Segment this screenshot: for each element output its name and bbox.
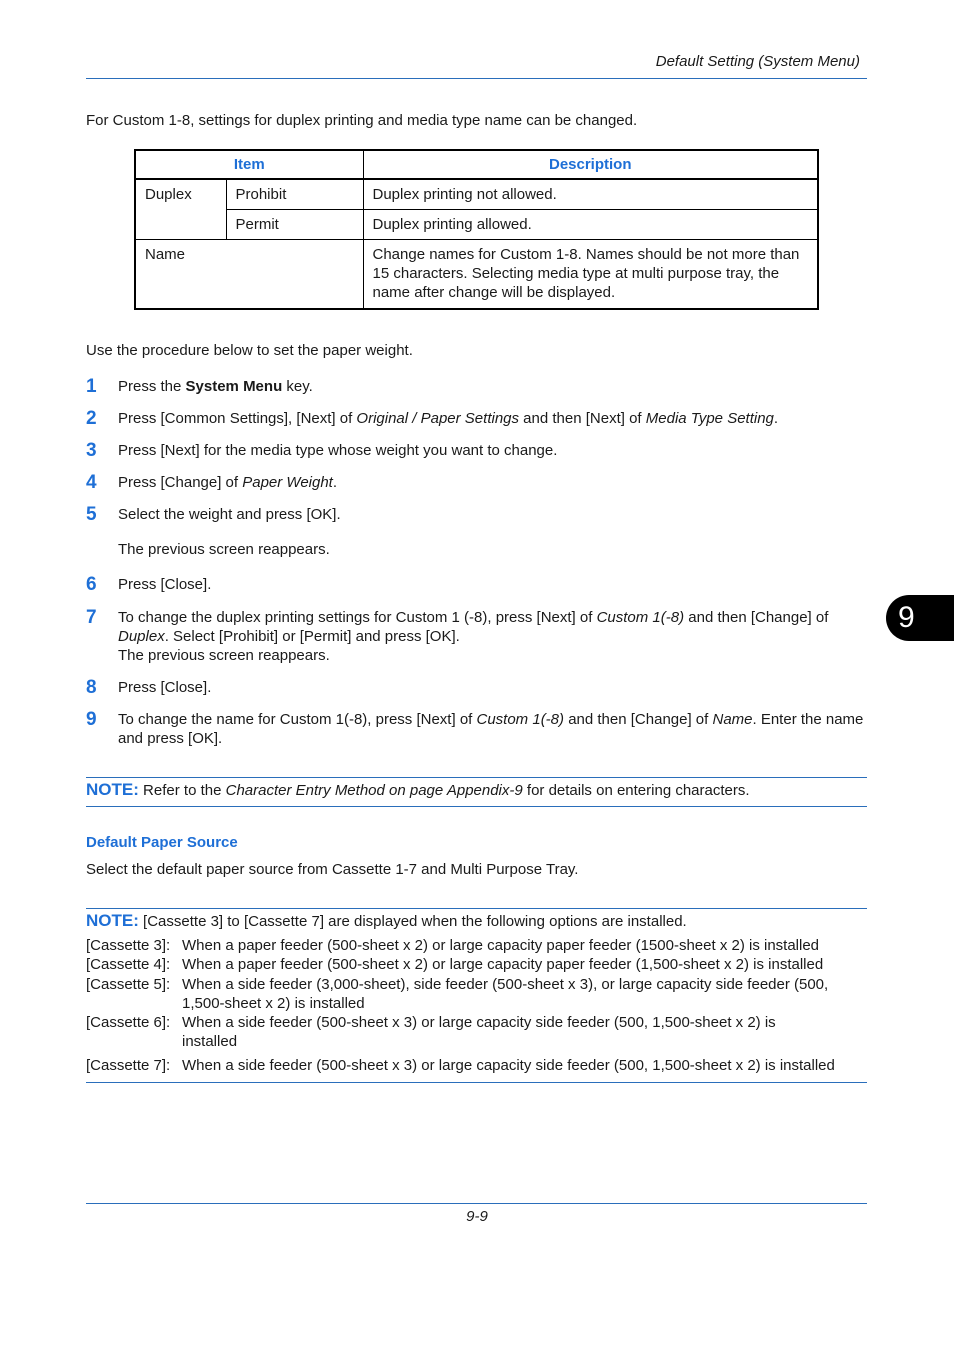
cassette-label: [Cassette 3]: [86,937,171,954]
step-number: 4 [86,472,97,493]
step-4-text: Press [Change] of Paper Weight. [118,474,338,491]
section-heading: Default Paper Source [86,834,238,851]
step-1-text: Press the System Menu key. [118,378,313,395]
step-number: 5 [86,504,97,525]
table-header-description: Description [363,150,818,179]
cassette-condition: When a side feeder (3,000-sheet), side feeder (500-sheet x 3), or large capacity side feeder (500, 1,500-sheet x 2) is installed [182,976,829,1012]
intro-paragraph: For Custom 1-8, settings for duplex printing and media type name can be changed. [86,112,638,129]
cassette-label: [Cassette 6]: [86,1014,171,1031]
step-number: 8 [86,677,97,698]
step-5-result: The previous screen reappears. [118,541,330,558]
note-cassette-options: NOTE: [Cassette 3] to [Cassette 7] are displayed when the following options are installed. [86,911,687,930]
header-rule [86,78,867,79]
name-cell: Name [135,240,363,310]
step-number: 2 [86,408,97,429]
table-header-item: Item [135,150,363,179]
permit-description: Duplex printing allowed. [363,210,818,240]
step-number: 6 [86,574,97,595]
note-character-entry: NOTE: Refer to the Character Entry Method on page Appendix-9 for details on entering characters. [86,780,750,799]
step-number: 7 [86,607,97,628]
permit-cell: Permit [226,210,363,240]
cassette-label: [Cassette 7]: [86,1057,171,1074]
prohibit-description: Duplex printing not allowed. [363,179,818,210]
cassette-label: [Cassette 5]: [86,976,171,993]
step-9-text: To change the name for Custom 1(-8), press [Next] of Custom 1(-8) and then [Change] of Name. Enter the name and press [OK]. [118,711,864,747]
step-2-text: Press [Common Settings], [Next] of Original / Paper Settings and then [Next] of Media Type Setting. [118,410,779,427]
prohibit-cell: Prohibit [226,179,363,210]
duplex-cell: Duplex [135,179,226,240]
cassette-condition: When a side feeder (500-sheet x 3) or large capacity side feeder (500, 1,500-sheet x 2) is installed [182,1057,835,1074]
step-5-text: Select the weight and press [OK]. [118,506,341,523]
table-row [135,240,818,310]
step-8-text: Press [Close]. [118,679,212,696]
custom-settings-table [134,149,819,310]
cassette-condition: When a paper feeder (500-sheet x 2) or large capacity paper feeder (1500-sheet x 2) is installed [182,937,820,954]
step-7-result: The previous screen reappears. [118,647,330,664]
table-row [135,179,818,210]
footer-rule [86,1203,867,1204]
note-rule-bottom [86,806,867,807]
name-description: Change names for Custom 1-8. Names should be not more than 15 characters. Selecting media type at multi purpose tray, the name after change will be displayed. [363,240,818,310]
step-number: 9 [86,709,97,730]
note-rule-bottom [86,1082,867,1083]
step-6-text: Press [Close]. [118,576,212,593]
step-number: 3 [86,440,97,461]
table-header-row [135,150,818,179]
page-number: 9-9 [466,1208,488,1225]
procedure-intro: Use the procedure below to set the paper weight. [86,342,413,359]
section-text: Select the default paper source from Cassette 1-7 and Multi Purpose Tray. [86,861,579,878]
note-rule-top [86,908,867,909]
note-label: NOTE: [86,780,139,799]
cassette-condition: When a side feeder (500-sheet x 3) or large capacity side feeder (500, 1,500-sheet x 2) is installed [182,1014,776,1050]
cassette-condition: When a paper feeder (500-sheet x 2) or large capacity paper feeder (1,500-sheet x 2) is installed [182,956,824,973]
step-7-text: To change the duplex printing settings for Custom 1 (-8), press [Next] of Custom 1(-8) and then [Change] of Duplex. Select [Prohibit] or [Permit] and press [OK]. [118,609,829,645]
cassette-label: [Cassette 4]: [86,956,171,973]
table-row [135,210,818,240]
chapter-tab: 9 [886,595,954,641]
note-rule-top [86,777,867,778]
step-3-text: Press [Next] for the media type whose weight you want to change. [118,442,558,459]
running-header: Default Setting (System Menu) [655,53,860,70]
step-number: 1 [86,376,97,397]
note-label: NOTE: [86,911,139,930]
